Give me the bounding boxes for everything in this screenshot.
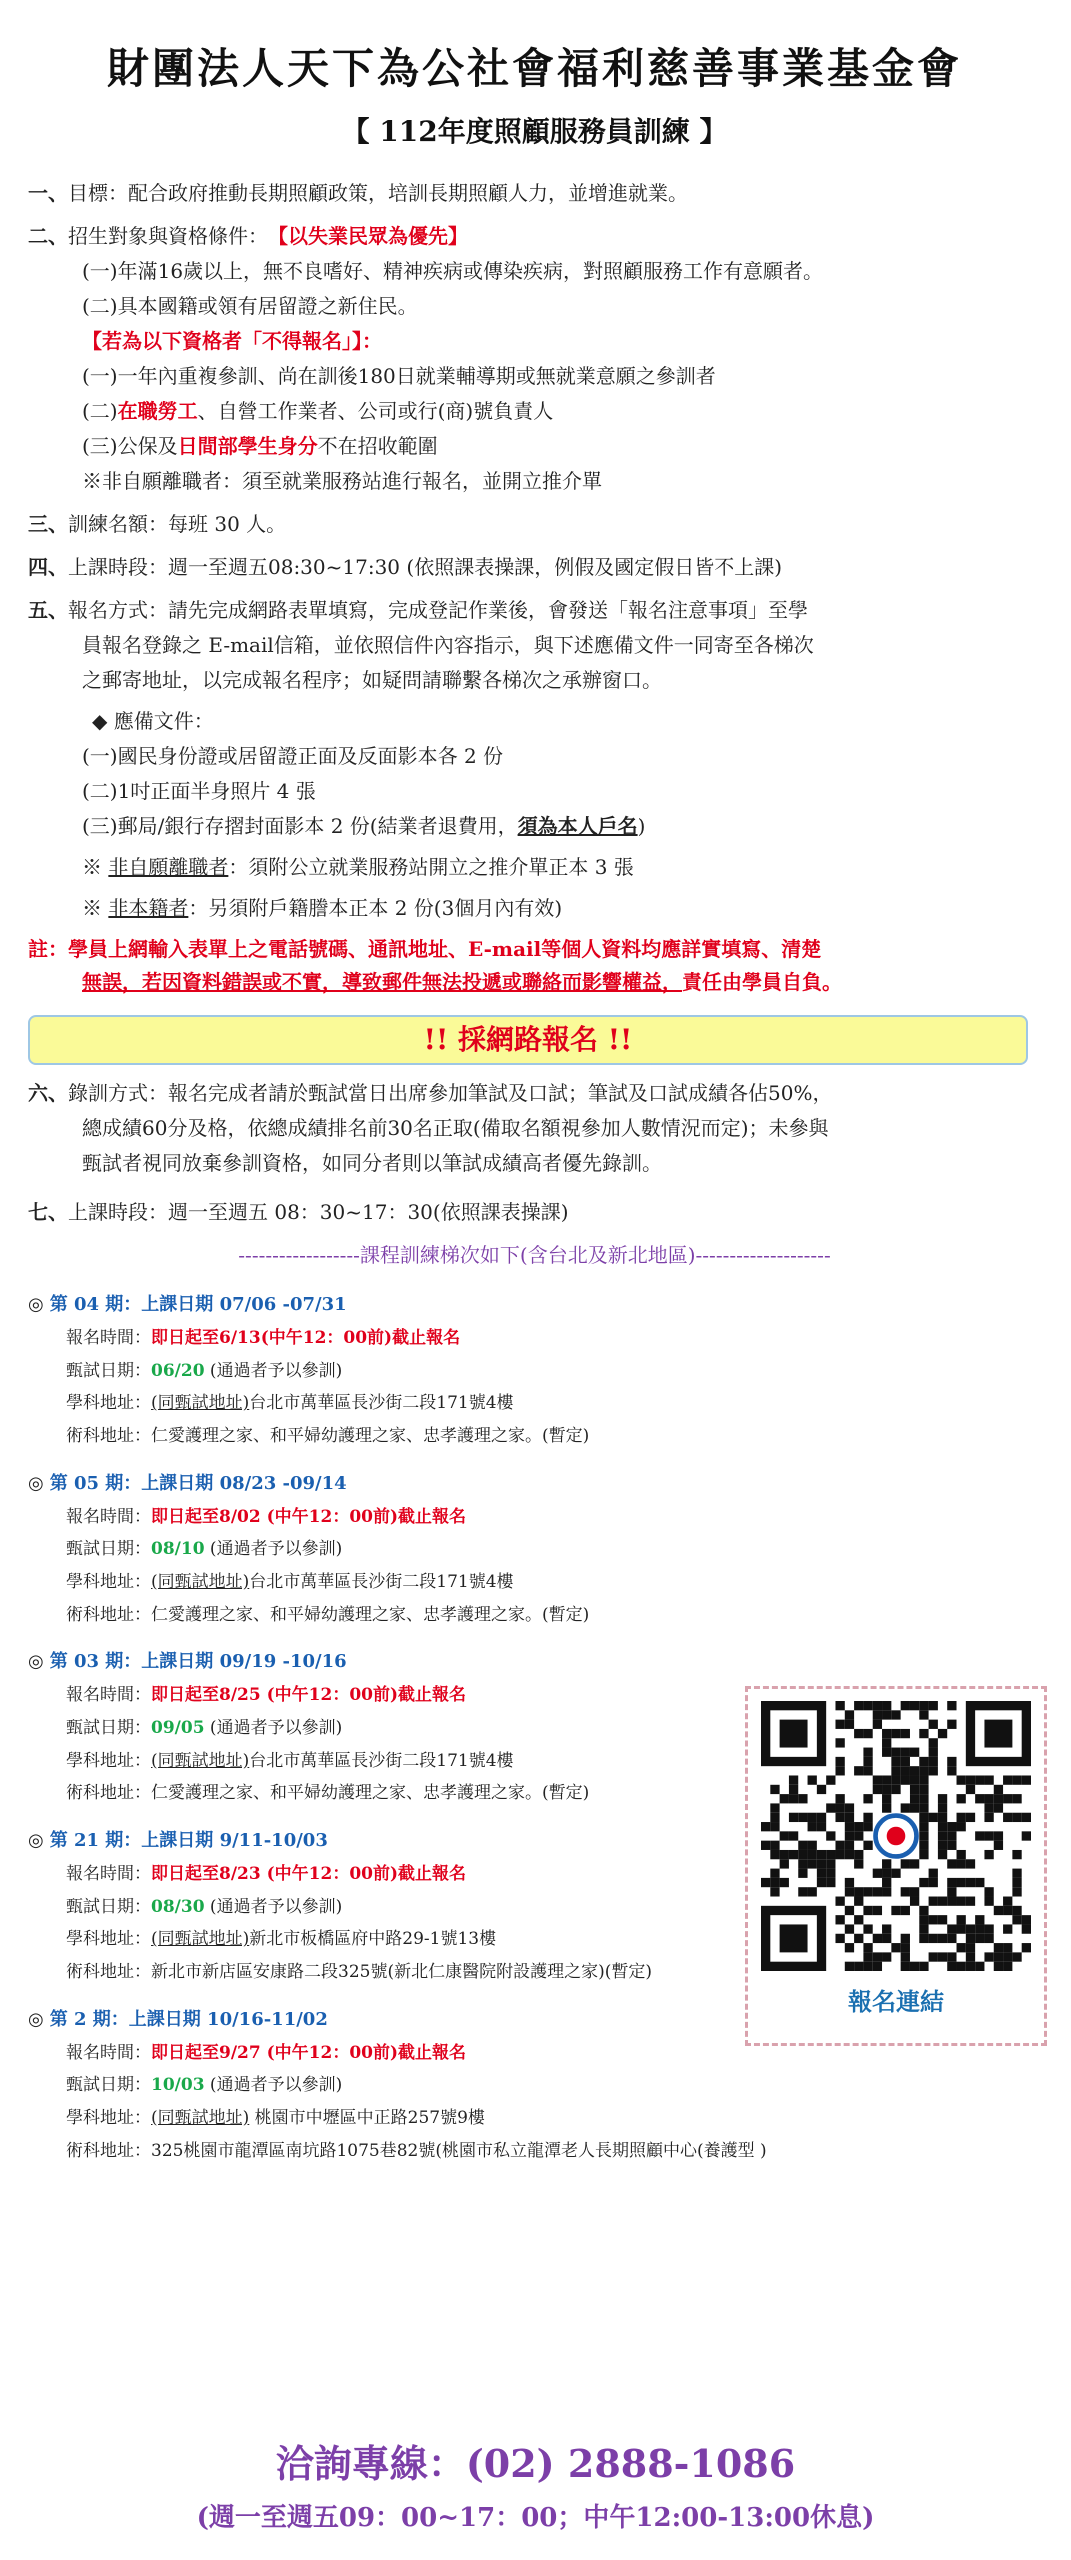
theory-address: 學科地址：(同甄試地址) 桃園市中壢區中正路257號9樓 bbox=[66, 2107, 485, 2128]
eligibility-line-1: (一)年滿16歲以上，無不良嗜好、精神疾病或傳染疾病，對照顧服務工作有意願者。 bbox=[82, 258, 824, 283]
doc-note-involuntary: ※ 非自願離職者：須附公立就業服務站開立之推介單正本 3 張 bbox=[82, 854, 634, 879]
period-heading: 第 03 期：上課日期 09/19 -10/16 bbox=[49, 1651, 347, 1673]
theory-address: 學科地址：(同甄試地址)台北市萬華區長沙街二段171號4樓 bbox=[66, 1393, 514, 1414]
period-block: ◎ 第 05 期：上課日期 08/23 -09/14 報名時間：即日起至8/02 (中午12：00前)截止報名 甄試日期：08/10 (通過者予以參訓) 學科地址：(同甄試地址)台北市萬華區長沙街二段171號4樓 術科地址：仁愛護理之家、和平婦幼護理之家、忠孝護理之家。(暫定) bbox=[28, 1471, 1041, 1628]
registration-text-2: 員報名登錄之 E-mail信箱，並依照信件內容指示，與下述應備文件一同寄至各梯次 bbox=[82, 632, 814, 657]
section-class-time bbox=[28, 553, 1041, 582]
registration-deadline: 報名時間：即日起至8/02 (中午12：00前)截止報名 bbox=[66, 1506, 467, 1527]
selection-text-2: 總成績60分及格，依總成績排名前30名正取(備取名額視參加人數情況而定)；未參與 bbox=[82, 1115, 829, 1140]
registration-qr-box[interactable] bbox=[745, 1686, 1047, 2046]
exam-date: 甄試日期：09/05 (通過者予以參訓) bbox=[66, 1718, 343, 1739]
foundation-title: 財團法人天下為公社會福利慈善事業基金會 bbox=[106, 44, 962, 93]
registration-text-3: 之郵寄地址，以完成報名程序；如疑問請聯繫各梯次之承辦窗口。 bbox=[82, 667, 662, 692]
section-class-time-2 bbox=[28, 1198, 1041, 1227]
contact-phone: 洽詢專線：(02) 2888-1086 bbox=[275, 2441, 796, 2486]
period-heading: 第 05 期：上課日期 08/23 -09/14 bbox=[49, 1472, 347, 1494]
registration-deadline: 報名時間：即日起至8/25 (中午12：00前)截止報名 bbox=[66, 1685, 467, 1706]
schedule-divider: ------------------課程訓練梯次如下(含台北及新北地區)-------------------- bbox=[238, 1242, 831, 1267]
practice-address: 術科地址：仁愛護理之家、和平婦幼護理之家、忠孝護理之家。(暫定) bbox=[66, 1604, 590, 1625]
section-number: 七、 bbox=[28, 1199, 68, 1224]
period-heading: 第 21 期：上課日期 9/11-10/03 bbox=[49, 1829, 328, 1851]
selection-text-1: 錄訓方式：報名完成者請於甄試當日出席參加筆試及口試；筆試及口試成績各佔50%， bbox=[68, 1080, 833, 1105]
section-text: 訓練名額：每班 30 人。 bbox=[68, 511, 287, 536]
eligibility-line-2: (二)具本國籍或領有居留證之新住民。 bbox=[82, 293, 418, 318]
section-number: 六、 bbox=[28, 1080, 68, 1105]
section-number: 二、 bbox=[28, 223, 68, 248]
doc-item-2: (二)1吋正面半身照片 4 張 bbox=[82, 778, 316, 803]
doc-item-1: (一)國民身份證或居留證正面及反面影本各 2 份 bbox=[82, 743, 504, 768]
section-goal bbox=[28, 179, 1041, 208]
section-number: 五、 bbox=[28, 597, 68, 622]
ineligible-line-3: (三)公保及日間部學生身分不在招收範圍 bbox=[82, 433, 438, 458]
period-block: ◎ 第 2 期：上課日期 10/16-11/02 報名時間：即日起至9/27 (中午12：00前)截止報名 甄試日期：10/03 (通過者予以參訓) 學科地址：(同甄試地址) 桃園市中壢區中正路257號9樓 術科地址：325桃園市龍潭區南坑路1075巷82號(桃園市私立龍潭老人長期照顧中心(養護型 ) bbox=[28, 2007, 1041, 2164]
practice-address: 術科地址：仁愛護理之家、和平婦幼護理之家、忠孝護理之家。(暫定) bbox=[66, 1426, 590, 1446]
period-heading: 第 04 期：上課日期 07/06 -07/31 bbox=[49, 1293, 347, 1315]
online-registration-banner: !! 採網路報名 !! bbox=[28, 1015, 1028, 1065]
practice-address: 術科地址：仁愛護理之家、和平婦幼護理之家、忠孝護理之家。(暫定) bbox=[66, 1783, 590, 1804]
period-block: ◎ 第 21 期：上課日期 9/11-10/03 報名時間：即日起至8/23 (中午12：00前)截止報名 甄試日期：08/30 (通過者予以參訓) 學科地址：(同甄試地址)新北市板橋區府中路29-1號13樓 術科地址：新北市新店區安康路二段325號(新北仁康醫院附設護理之家)(暫定) bbox=[28, 1828, 1041, 1985]
section-text: 上課時段：週一至週五 08：30~17：30(依照課表操課) bbox=[68, 1199, 569, 1224]
ineligible-line-2: (二)在職勞工、自營工作業者、公司或行(商)號負責人 bbox=[82, 398, 554, 423]
exam-date: 甄試日期：08/10 (通過者予以參訓) bbox=[66, 1539, 343, 1560]
practice-address: 術科地址：325桃園市龍潭區南坑路1075巷82號(桃園市私立龍潭老人長期照顧中心(養護型 ) bbox=[66, 2140, 767, 2161]
section-text: 目標：配合政府推動長期照顧政策，培訓長期照顧人力，並增進就業。 bbox=[68, 180, 688, 205]
section-number: 一、 bbox=[28, 180, 68, 205]
priority-note: 【以失業民眾為優先】 bbox=[268, 223, 468, 248]
contact-hours: (週一至週五09：00~17：00；中午12:00-13:00休息) bbox=[196, 2503, 875, 2533]
selection-text-3: 甄試者視同放棄參訓資格，如同分者則以筆試成績高者優先錄訓。 bbox=[82, 1150, 662, 1175]
ineligible-line-1: (一)一年內重複參訓、尚在訓後180日就業輔導期或無就業意願之參訓者 bbox=[82, 363, 716, 388]
section-text: 上課時段：週一至週五08:30~17:30 (依照課表操課，例假及國定假日皆不上課) bbox=[68, 554, 782, 579]
registration-text-1: 報名方式：請先完成網路表單填寫，完成登記作業後，會發送「報名注意事項」至學 bbox=[68, 597, 808, 622]
period-block: ◎ 第 03 期：上課日期 09/19 -10/16 報名時間：即日起至8/25 (中午12：00前)截止報名 甄試日期：09/05 (通過者予以參訓) 學科地址：(同甄試地址)台北市萬華區長沙街二段171號4樓 術科地址：仁愛護理之家、和平婦幼護理之家、忠孝護理之家。(暫定) bbox=[28, 1649, 1041, 1806]
practice-address: 術科地址：新北市新店區安康路二段325號(新北仁康醫院附設護理之家)(暫定) bbox=[66, 1961, 652, 1982]
doc-note-foreign: ※ 非本籍者：另須附戶籍謄本正本 2 份(3個月內有效) bbox=[82, 895, 563, 920]
exam-date: 甄試日期：08/30 (通過者予以參訓) bbox=[66, 1896, 343, 1917]
theory-address: 學科地址：(同甄試地址)新北市板橋區府中路29-1號13樓 bbox=[66, 1929, 497, 1950]
section-number: 三、 bbox=[28, 511, 68, 536]
data-accuracy-note: 註：學員上網輸入表單上之電話號碼、通訊地址、E-mail等個人資料均應詳實填寫、清楚 無誤，若因資料錯誤或不實，導致郵件無法投遞或聯絡而影響權益，責任由學員自負。 bbox=[28, 936, 842, 994]
involuntary-note: ※非自願離職者：須至就業服務站進行報名，並開立推介單 bbox=[82, 468, 602, 493]
exam-date: 甄試日期：06/20 (通過者予以參訓) bbox=[66, 1360, 343, 1381]
period-block: ◎ 第 04 期：上課日期 07/06 -07/31 報名時間：即日起至6/13(中午12：00前)截止報名 甄試日期：06/20 (通過者予以參訓) 學科地址：(同甄試地址)台北市萬華區長沙街二段171號4樓 術科地址：仁愛護理之家、和平婦幼護理之家、忠孝護理之家。(暫定) bbox=[28, 1292, 1041, 1449]
section-selection bbox=[28, 1079, 1041, 1178]
period-heading: 第 2 期：上課日期 10/16-11/02 bbox=[49, 2008, 328, 2030]
ineligible-heading: 【若為以下資格者「不得報名」】： bbox=[82, 328, 382, 353]
theory-address: 學科地址：(同甄試地址)台北市萬華區長沙街二段171號4樓 bbox=[66, 1750, 514, 1771]
doc-item-3: (三)郵局/銀行存摺封面影本 2 份(結業者退費用，須為本人戶名) bbox=[82, 813, 646, 838]
registration-deadline: 報名時間：即日起至6/13(中午12：00前)截止報名 bbox=[66, 1328, 461, 1349]
registration-deadline: 報名時間：即日起至9/27 (中午12：00前)截止報名 bbox=[66, 2042, 467, 2063]
qr-code-icon[interactable] bbox=[761, 1701, 1031, 1971]
registration-deadline: 報名時間：即日起至8/23 (中午12：00前)截止報名 bbox=[66, 1864, 467, 1885]
exam-date: 甄試日期：10/03 (通過者予以參訓) bbox=[66, 2075, 343, 2096]
theory-address: 學科地址：(同甄試地址)台北市萬華區長沙街二段171號4樓 bbox=[66, 1572, 514, 1593]
section-registration bbox=[28, 596, 1041, 923]
section-number: 四、 bbox=[28, 554, 68, 579]
program-subtitle: 【 112年度照顧服務員訓練 】 bbox=[341, 115, 728, 149]
qr-link-label[interactable]: 報名連結 bbox=[848, 1988, 944, 2016]
section-quota bbox=[28, 510, 1041, 539]
section-eligibility bbox=[28, 222, 1041, 496]
section-heading: 招生對象與資格條件： bbox=[68, 223, 268, 248]
required-docs-heading: ◆ 應備文件： bbox=[92, 708, 214, 733]
